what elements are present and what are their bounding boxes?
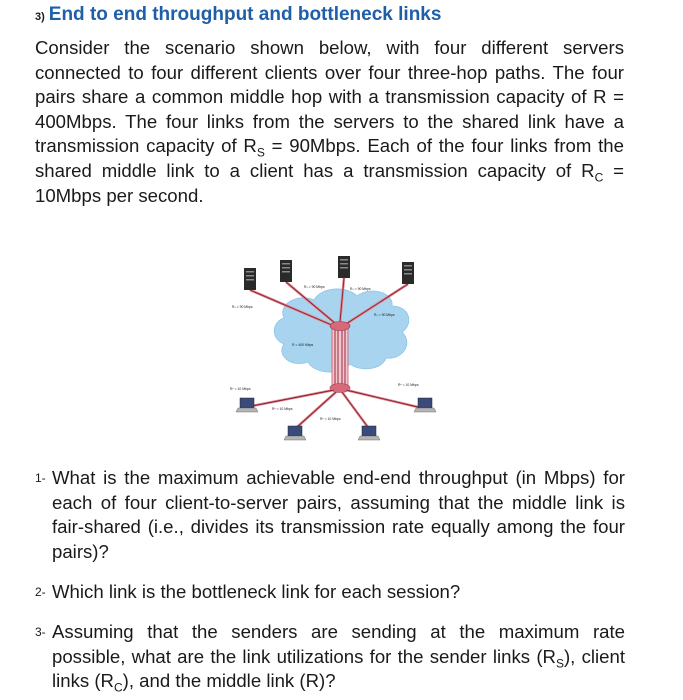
rs-label: Rₛ = 90 Mbps	[232, 305, 253, 309]
question-2-number: 2-	[35, 585, 46, 599]
question-2	[35, 580, 625, 605]
question-title: End to end throughput and bottleneck links	[48, 4, 442, 25]
rs-label: Rₛ = 90 Mbps	[350, 287, 371, 291]
question-1	[35, 466, 625, 564]
rc-label: Rᶜ = 10 Mbps	[272, 407, 293, 411]
server-icon	[402, 262, 414, 284]
question-3	[35, 620, 625, 694]
server-icon	[244, 268, 256, 290]
rs-label: Rₛ = 90 Mbps	[304, 285, 325, 289]
rs-label: Rₛ = 90 Mbps	[374, 313, 395, 317]
intro-text-2: = 90Mbps. Each of the four links from the shared middle link to a client has a transmission capacity of R	[35, 135, 624, 181]
laptop-icon	[414, 398, 436, 412]
question-1-text: What is the maximum achievable end-end throughput (in Mbps) for each of four client-to-server pairs, assuming that the middle link is fair-shared (i.e., divides its transmission rate equally among the four pairs)?	[52, 467, 625, 562]
rc-label: Rᶜ = 10 Mbps	[320, 417, 341, 421]
intro-sub-s: S	[256, 146, 265, 161]
question-3-number: 3-	[35, 625, 46, 639]
question-heading	[35, 4, 441, 26]
rc-label: Rᶜ = 10 Mbps	[398, 383, 419, 387]
intro-sub-c: C	[594, 170, 604, 185]
question-1-number: 1-	[35, 471, 46, 485]
laptop-icon	[358, 426, 380, 440]
laptop-icon	[284, 426, 306, 440]
intro-paragraph	[35, 36, 624, 208]
intro-text-3: = 10Mbps per second.	[35, 159, 624, 206]
top-router	[330, 322, 350, 331]
rc-label: Rᶜ = 10 Mbps	[230, 387, 251, 391]
middle-link	[332, 326, 348, 388]
question-2-text: Which link is the bottleneck link for each session?	[52, 581, 461, 602]
server-icon	[280, 260, 292, 282]
question-number: 3)	[35, 11, 45, 23]
r-label: R = 400 Mbps	[292, 343, 314, 347]
server-icon	[338, 256, 350, 278]
question-3-text: Assuming that the senders are sending at the maximum rate possible, what are the link utilizations for the sender links $(R_S)$, client links $(R_C)$, and the middle link (R)?	[52, 621, 625, 695]
network-diagram	[222, 248, 454, 448]
intro-text-1: Consider the scenario shown below, with four different servers connected to four different clients over four three-hop paths. The four pairs share a common middle hop with a transmission capacity of R = 400Mbps. The four links from the servers to the shared link have a transmission capacity of R	[35, 37, 624, 157]
